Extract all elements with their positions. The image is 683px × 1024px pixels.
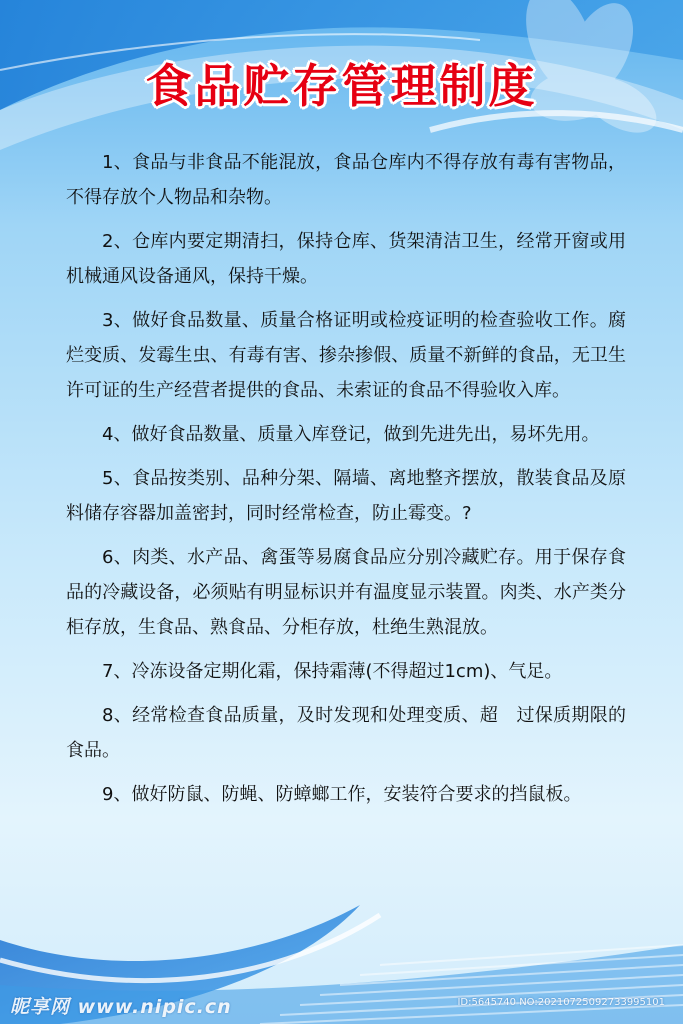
regulation-item-7: 7、冷冻设备定期化霜，保持霜薄(不得超过1cm)、气足。 — [102, 661, 563, 682]
watermark-id: ID:5645740 NO:20210725092733995101 — [457, 997, 665, 1008]
regulation-item-9: 9、做好防鼠、防蝇、防蟑螂工作，安装符合要求的挡鼠板。 — [102, 784, 582, 805]
regulation-item-5: 5、食品按类别、品种分架、隔墙、离地整齐摆放，散装食品及原料储存容器加盖密封，同时经常检查，防止霉变。? — [66, 468, 626, 524]
regulation-item-1: 1、食品与非食品不能混放，食品仓库内不得存放有毒有害物品，不得存放个人物品和杂物。 — [66, 152, 626, 208]
regulation-item-2: 2、仓库内要定期清扫，保持仓库、货架清洁卫生，经常开窗或用机械通风设备通风，保持干燥。 — [66, 231, 626, 287]
page-title: 食品贮存管理制度 — [145, 59, 538, 113]
regulation-item-4: 4、做好食品数量、质量入库登记，做到先进先出，易坏先用。 — [102, 424, 600, 445]
watermark-logo: 昵享网 www.nipic.cn — [10, 996, 232, 1018]
regulation-item-8: 8、经常检查食品质量，及时发现和处理变质、超 过保质期限的食品。 — [66, 705, 626, 761]
regulation-item-6: 6、肉类、水产品、禽蛋等易腐食品应分别冷藏贮存。用于保存食品的冷藏设备，必须贴有明显标识并有温度显示装置。肉类、水产类分柜存放，生食品、熟食品、分柜存放，杜绝生熟混放。 — [66, 547, 626, 638]
regulation-item-3: 3、做好食品数量、质量合格证明或检疫证明的检查验收工作。腐烂变质、发霉生虫、有毒有害、掺杂掺假、质量不新鲜的食品，无卫生许可证的生产经营者提供的食品、未索证的食品不得验收入库。 — [66, 310, 626, 401]
regulation-list — [66, 145, 626, 821]
